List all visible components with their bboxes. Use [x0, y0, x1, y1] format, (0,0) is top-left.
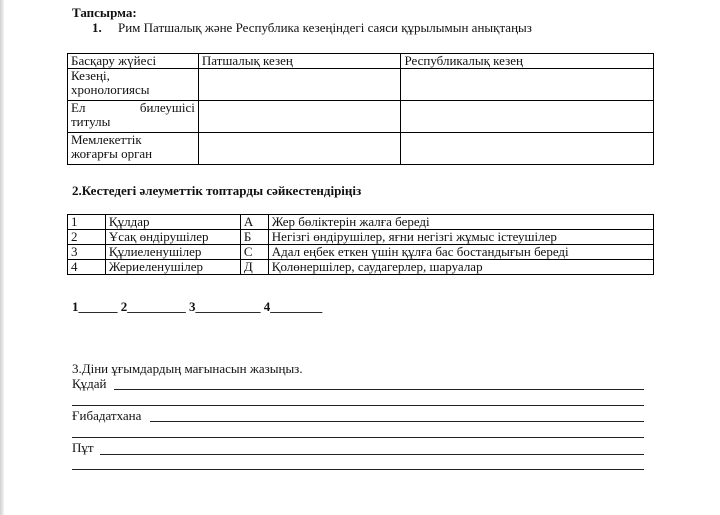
answer-cell[interactable] — [401, 101, 654, 133]
task1-text: Рим Патшалық және Республика кезеңіндегі саяси құрылымын анықтаңыз — [118, 20, 532, 35]
table-header-row — [68, 54, 654, 69]
answer-blank[interactable]: 3__________ — [189, 299, 261, 314]
answer-cell[interactable] — [198, 133, 401, 165]
group-description: Қолөнершілер, саудагерлер, шаруалар — [268, 260, 653, 275]
group-description: Адал еңбек еткен үшін құлға бас бостандығын береді — [268, 245, 653, 260]
term-label: Ғибадатхана — [72, 408, 142, 423]
group-description: Негізгі өндірушілер, яғни негізгі жұмыс істеушілер — [268, 230, 653, 245]
answer-line[interactable] — [150, 421, 644, 422]
answer-cell[interactable] — [401, 69, 654, 101]
group-name: Жериеленушілер — [105, 260, 240, 275]
answer-line[interactable] — [72, 469, 644, 470]
table-row — [68, 133, 654, 165]
answer-blank[interactable]: 1______ — [72, 299, 118, 314]
column-header: Патшалық кезең — [198, 54, 401, 69]
row-letter: А — [240, 215, 268, 230]
answer-cell[interactable] — [198, 101, 401, 133]
row-letter: Д — [240, 260, 268, 275]
page-edge-shadow — [0, 0, 4, 515]
row-number: 1 — [68, 215, 106, 230]
table-row — [68, 101, 654, 133]
answer-line[interactable] — [114, 389, 644, 390]
row-label: Ел билеушісі титулы — [68, 101, 199, 133]
table-row — [68, 215, 654, 230]
task2-title: 2.Кестедегі әлеуметтік топтарды сәйкестендіріңіз — [72, 183, 362, 198]
answer-line[interactable] — [72, 437, 644, 438]
term-label: Құдай — [72, 376, 107, 391]
answer-line[interactable] — [72, 405, 644, 406]
column-header: Республикалық кезең — [401, 54, 654, 69]
group-name: Ұсақ өндірушілер — [105, 230, 240, 245]
group-name: Құлдар — [105, 215, 240, 230]
heading: Тапсырма: — [72, 5, 137, 20]
table-row — [68, 245, 654, 260]
answer-blank[interactable]: 4________ — [263, 299, 323, 314]
row-label: Мемлекеттік жоғарғы орган — [68, 133, 199, 165]
table-row — [68, 260, 654, 275]
answer-cell[interactable] — [198, 69, 401, 101]
answer-cell[interactable] — [401, 133, 654, 165]
row-letter: Б — [240, 230, 268, 245]
group-description: Жер бөліктерін жалға береді — [268, 215, 653, 230]
social-groups-table — [67, 214, 654, 275]
answer-blank[interactable]: 2_________ — [120, 299, 186, 314]
term-label: Пұт — [72, 440, 94, 455]
row-label: Кезеңі, хронологиясы — [68, 69, 199, 101]
row-number: 3 — [68, 245, 106, 260]
political-structure-table — [67, 53, 654, 165]
task3-title: 3.Діни ұғымдардың мағынасын жазыңыз. — [72, 361, 303, 376]
row-number: 4 — [68, 260, 106, 275]
group-name: Құлиеленушілер — [105, 245, 240, 260]
table-row — [68, 69, 654, 101]
answer-blanks[interactable] — [72, 299, 322, 315]
row-number: 2 — [68, 230, 106, 245]
task1-number: 1. — [92, 20, 102, 35]
table-row — [68, 230, 654, 245]
column-header: Басқару жүйесі — [68, 54, 199, 69]
answer-line[interactable] — [100, 454, 644, 455]
row-letter: С — [240, 245, 268, 260]
